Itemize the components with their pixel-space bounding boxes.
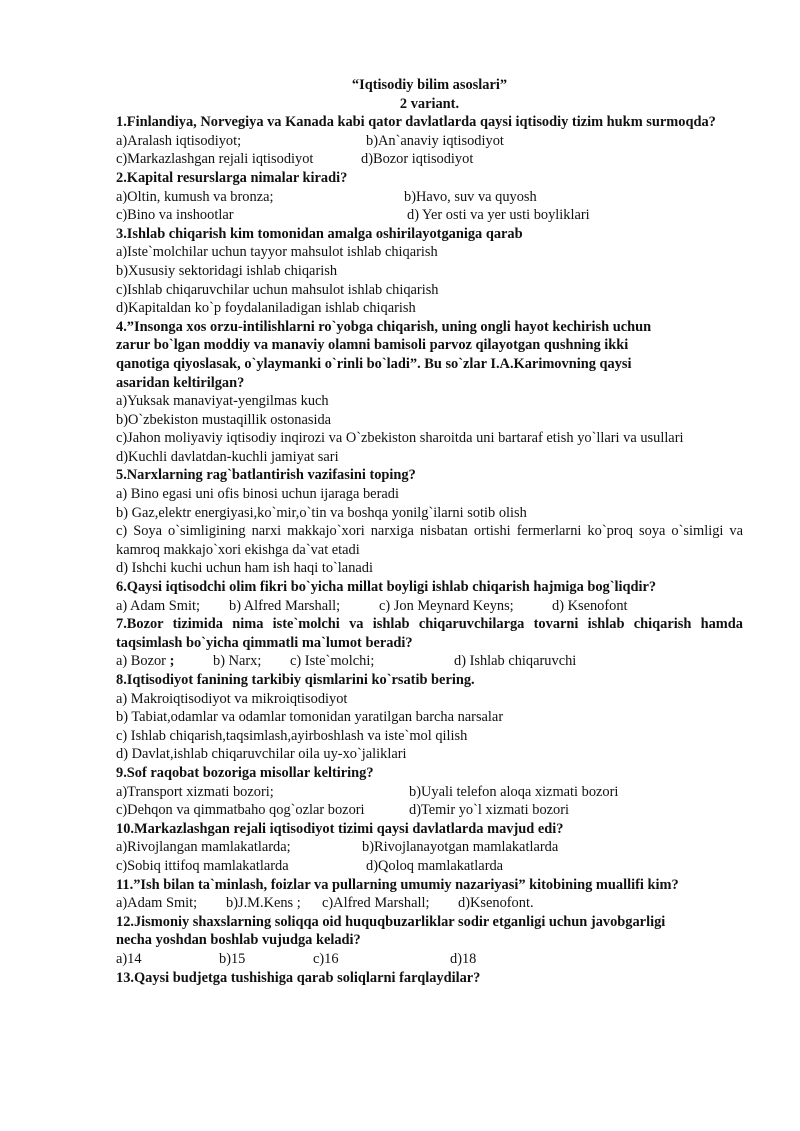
question-8: 8.Iqtisodiyot fanining tarkibiy qismlarini ko`rsatib bering. (116, 672, 475, 688)
option-d: d)Temir yo`l xizmati bozori (409, 802, 570, 819)
option-c: c) Iste`molchi; (290, 653, 375, 670)
options-row (116, 188, 743, 207)
question-5: 5.Narxlarning rag`batlantirish vazifasini toping? (116, 467, 416, 484)
options-row (116, 206, 743, 225)
question-4-line-2: zarur bo`lgan moddiy va manaviy olamni bamisoli parvoz qilayotgan qushning ikki (116, 337, 629, 354)
question-12-line-1: 12.Jismoniy shaxslarning soliqqa oid huquqbuzarliklar sodir etganligi uchun javobgarligi (116, 913, 666, 930)
option-a: a)Yuksak manaviyat-yengilmas kuch (116, 393, 329, 410)
option-b: b) Tabiat,odamlar va odamlar tomonidan yaratilgan barcha narsalar (116, 709, 504, 726)
options-row (116, 894, 743, 913)
option-a: a) Bozor (116, 653, 166, 670)
question-4-line-1: 4.”Insonga xos orzu-intilishlarni ro`yobga chiqarish, uning ongli hayot kechirish uchun (116, 318, 652, 335)
option-a: a)Aralash iqtisodiyot; (116, 132, 242, 149)
option-c: c) Jon Meynard Keyns; (379, 597, 514, 614)
option-b: b)Uyali telefon aloqa xizmati bozori (409, 783, 619, 800)
option-a: a)Adam Smit; (116, 895, 198, 912)
option-b: b)O`zbekiston mustaqillik ostonasida (116, 411, 332, 428)
option-d: d) Davlat,ishlab chiqaruvchilar oila uy-xo`jaliklari (116, 746, 407, 763)
option-b: b) Narx; (213, 653, 262, 670)
variant-label: 2 variant. (399, 95, 460, 112)
option-b: b)Rivojlanayotgan mamlakatlarda (362, 839, 559, 856)
options-row (116, 801, 743, 820)
option-b: b)15 (219, 950, 246, 967)
option-a: a)Rivojlangan mamlakatlarda; (116, 839, 291, 856)
option-d: d)Kapitaldan ko`p foydalaniladigan ishlab chiqarish (116, 300, 416, 317)
option-c: c)Ishlab chiqaruvchilar uchun mahsulot ishlab chiqarish (116, 281, 439, 298)
question-4-line-4: asaridan keltirilgan? (116, 374, 245, 391)
question-9: 9.Sof raqobat bozoriga misollar keltiring? (116, 764, 374, 781)
question-3: 3.Ishlab chiqarish kim tomonidan amalga oshirilayotganiga qarab (116, 225, 523, 242)
question-7: 7.Bozor tizimida nima iste`molchi va ishlab chiqaruvchilarga tovarni ishlab chiqarish hamda taqsimlash bo`yicha qimmatli ma`lumot beradi? (116, 616, 743, 651)
option-a: a)Oltin, kumush va bronza; (116, 188, 274, 205)
option-c: c) Ishlab chiqarish,taqsimlash,ayirboshlash va iste`mol qilish (116, 727, 468, 744)
option-b: b)Havo, suv va quyosh (404, 188, 537, 205)
question-13: 13.Qaysi budjetga tushishiga qarab soliqlarni farqlaydilar? (116, 969, 481, 986)
option-a: a)Transport xizmati bozori; (116, 783, 274, 800)
option-c: c)Jahon moliyaviy iqtisodiy inqirozi va O`zbekiston sharoitda uni bartaraf etish yo`llari va usullari (116, 430, 684, 447)
option-b: b)Xususiy sektoridagi ishlab chiqarish (116, 262, 338, 279)
option-d: d) Ishlab chiqaruvchi (454, 653, 577, 670)
option-c: c)16 (313, 950, 339, 967)
option-a: a) Adam Smit; (116, 597, 200, 614)
option-d: d) Yer osti va yer usti boyliklari (407, 207, 590, 224)
options-row (116, 783, 743, 802)
question-6: 6.Qaysi iqtisodchi olim fikri bo`yicha millat boyligi ishlab chiqarish hajmiga bog`liqdir? (116, 579, 657, 596)
question-11: 11.”Ish bilan ta`minlash, foizlar va pullarning umumiy nazariyasi” kitobining muallifi kim? (116, 876, 679, 893)
option-c: c)Markazlashgan rejali iqtisodiyot (116, 151, 314, 168)
options-row (116, 132, 743, 151)
option-d: d)18 (450, 950, 477, 967)
option-a: a) Bino egasi uni ofis binosi uchun ijaraga beradi (116, 486, 399, 503)
option-c: c)Sobiq ittifoq mamlakatlarda (116, 857, 289, 874)
options-row (116, 950, 743, 969)
options-row (116, 838, 743, 857)
question-12-line-2: necha yoshdan boshlab vujudga keladi? (116, 932, 361, 949)
option-d: d)Ksenofont. (458, 895, 534, 912)
option-b: b)J.M.Kens ; (226, 895, 301, 912)
option-d: d) Ksenofont (552, 597, 628, 614)
option-b: b) Gaz,elektr energiyasi,ko`mir,o`tin va boshqa yonilg`ilarni sotib olish (116, 504, 527, 521)
question-4-line-3: qanotiga qiyoslasak, o`ylaymanki o`rinli bo`ladi”. Bu so`zlar I.A.Karimovning qaysi (116, 355, 632, 372)
option-a: a)Iste`molchilar uchun tayyor mahsulot ishlab chiqarish (116, 244, 438, 261)
option-b: b) Alfred Marshall; (229, 597, 341, 614)
option-a: a)14 (116, 950, 142, 967)
options-row (116, 652, 743, 671)
question-10: 10.Markazlashgan rejali iqtisodiyot tizimi qaysi davlatlarda mavjud edi? (116, 820, 564, 837)
options-row (116, 150, 743, 169)
option-c: c) Soya o`simligining narxi makkajo`xori narxiga nisbatan ortishi fermerlarni ko`proq soya o`simligi va kamroq makkajo`xori ekishga da`vat etadi (116, 523, 743, 558)
question-1: 1.Finlandiya, Norvegiya va Kanada kabi qator davlatlarda qaysi iqtisodiy tizim hukm surmoqda? (116, 114, 716, 131)
option-a: a) Makroiqtisodiyot va mikroiqtisodiyot (116, 690, 348, 707)
option-c: c)Alfred Marshall; (322, 895, 430, 912)
option-d: d)Kuchli davlatdan-kuchli jamiyat sari (116, 448, 339, 465)
option-c: c)Dehqon va qimmatbaho qog`ozlar bozori (116, 802, 365, 819)
option-d: d)Bozor iqtisodiyot (361, 151, 474, 168)
option-d: d)Qoloq mamlakatlarda (366, 857, 504, 874)
options-row (116, 857, 743, 876)
option-c: c)Bino va inshootlar (116, 207, 234, 224)
question-2: 2.Kapital resurslarga nimalar kiradi? (116, 169, 348, 186)
option-a-separator: ; (169, 653, 175, 670)
document-page (116, 76, 743, 987)
option-d: d) Ishchi kuchi uchun ham ish haqi to`lanadi (116, 560, 373, 577)
option-b: b)An`anaviy iqtisodiyot (366, 132, 504, 149)
document-title: “Iqtisodiy bilim asoslari” (351, 77, 508, 93)
options-row (116, 597, 743, 616)
